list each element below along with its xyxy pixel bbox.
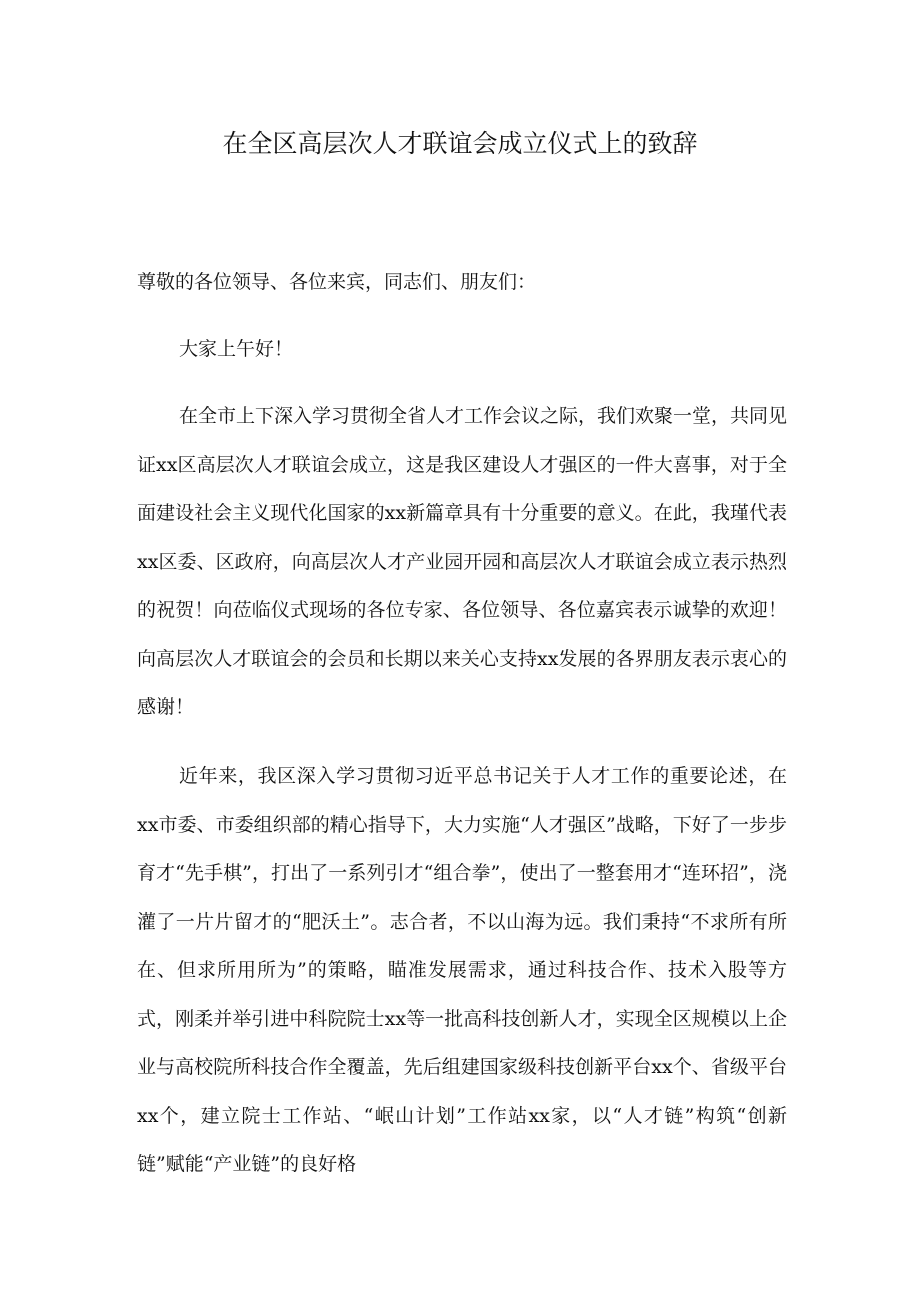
paragraph-1: 在全市上下深入学习贯彻全省人才工作会议之际，我们欢聚一堂，共同见证xx区高层次人才联谊会成立，这是我区建设人才强区的一件大喜事，对于全面建设社会主义现代化国家的xx新篇章具有十分重要的意义。在此，我瑾代表xx区委、区政府，向高层次人才产业园开园和高层次人才联谊会成立表示热烈的祝贺！向莅临仪式现场的各位专家、各位领导、各位嘉宾表示诚挚的欢迎！向高层次人才联谊会的会员和长期以来关心支持xx发展的各界朋友表示衷心的感谢！: [137, 405, 788, 718]
greeting-line: 大家上午好！: [179, 338, 294, 360]
salutation-line: 尊敬的各位领导、各位来宾，同志们、朋友们：: [137, 271, 537, 293]
document-title: 在全区高层次人才联谊会成立仪式上的致辞: [222, 129, 698, 158]
paragraph-2: 近年来，我区深入学习贯彻习近平总书记关于人才工作的重要论述，在xx市委、市委组织部的精心指导下，大力实施“人才强区”战略，下好了一步步育才“先手棋”，打出了一系列引才“组合拳”，使出了一整套用才“连环招”，浇灌了一片片留才的“肥沃土”。志合者，不以山海为远。我们秉持“不求所有所在、但求所用所为”的策略，瞄准发展需求，通过科技合作、技术入股等方式，刚柔并举引进中科院院士xx等一批高科技创新人才，实现全区规模以上企业与高校院所科技合作全覆盖，先后组建国家级科技创新平台xx个、省级平台xx个，建立院士工作站、“岷山计划”工作站xx家，以“人才链”构筑“创新链”赋能“产业链”的良好格: [137, 765, 787, 1175]
